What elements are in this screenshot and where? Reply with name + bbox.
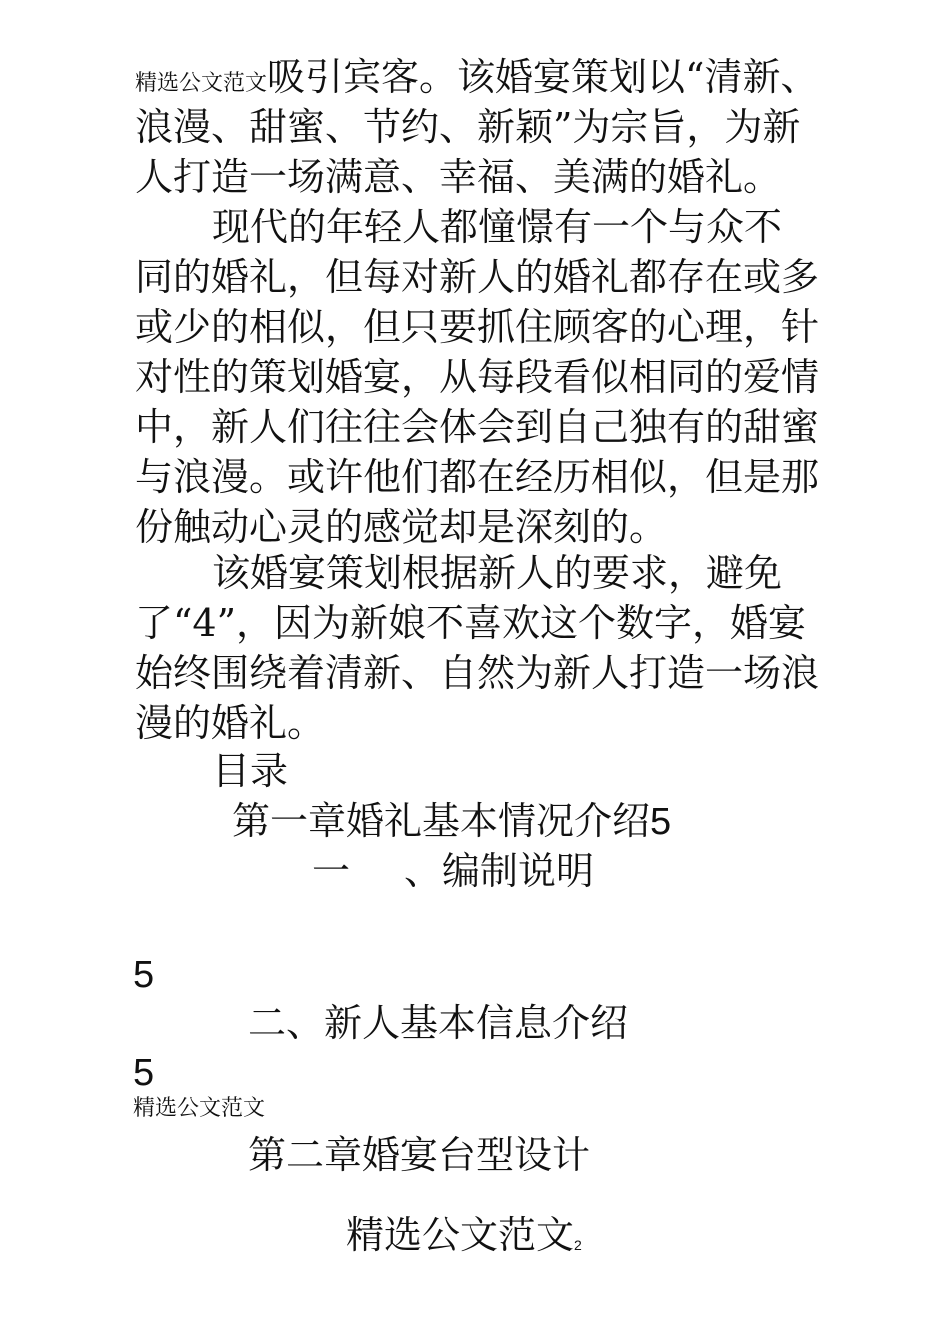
paragraph-line: 该婚宴策划根据新人的要求，避免 bbox=[212, 551, 783, 595]
toc-chapter-2[interactable]: 第二章婚宴台型设计 bbox=[248, 1133, 591, 1177]
toc-item-1-page: 5 bbox=[133, 954, 155, 996]
toc-chapter-1[interactable] bbox=[232, 796, 671, 847]
toc-item-1-number: 一 bbox=[312, 849, 351, 893]
paragraph-line: 人打造一场满意、幸福、美满的婚礼。 bbox=[135, 155, 782, 199]
paragraph-line: 了“4”，因为新娘不喜欢这个数字，婚宴 bbox=[135, 601, 807, 645]
toc-item-1-title: 、编制说明 bbox=[404, 849, 595, 893]
paragraph-line: 中，新人们往往会体会到自己独有的甜蜜 bbox=[135, 405, 820, 449]
header-watermark: 精选公文范文 bbox=[135, 71, 268, 96]
toc-chapter-1-page: 5 bbox=[650, 801, 672, 843]
paragraph-line: 或少的相似，但只要抓住顾客的心理，针 bbox=[135, 305, 820, 349]
page-number: 2 bbox=[574, 1237, 582, 1253]
paragraph-line: 对性的策划婚宴，从每段看似相同的爱情 bbox=[135, 355, 820, 399]
toc-chapter-1-title: 第一章婚礼基本情况介绍 bbox=[232, 799, 651, 843]
footer-text: 精选公文范文 bbox=[346, 1213, 575, 1257]
paragraph-line: 与浪漫。或许他们都在经历相似，但是那 bbox=[135, 455, 820, 499]
paragraph-line: 同的婚礼，但每对新人的婚礼都存在或多 bbox=[135, 255, 820, 299]
mid-watermark: 精选公文范文 bbox=[133, 1096, 266, 1121]
paragraph-line bbox=[135, 52, 818, 109]
paragraph-line: 浪漫、甜蜜、节约、新颖”为宗旨，为新 bbox=[135, 105, 801, 149]
paragraph-text: 吸引宾客。该婚宴策划以“清新、 bbox=[267, 55, 819, 99]
footer bbox=[346, 1210, 582, 1270]
paragraph-line: 始终围绕着清新、自然为新人打造一场浪 bbox=[135, 651, 820, 695]
toc-item-2-page: 5 bbox=[133, 1052, 155, 1094]
paragraph-line: 现代的年轻人都憧憬有一个与众不 bbox=[212, 205, 783, 249]
toc-heading: 目录 bbox=[212, 749, 289, 793]
toc-item-2[interactable]: 二、新人基本信息介绍 bbox=[248, 1001, 629, 1045]
paragraph-line: 份触动心灵的感觉却是深刻的。 bbox=[135, 505, 668, 549]
toc-item-1[interactable] bbox=[312, 846, 594, 896]
paragraph-line: 漫的婚礼。 bbox=[135, 701, 326, 745]
